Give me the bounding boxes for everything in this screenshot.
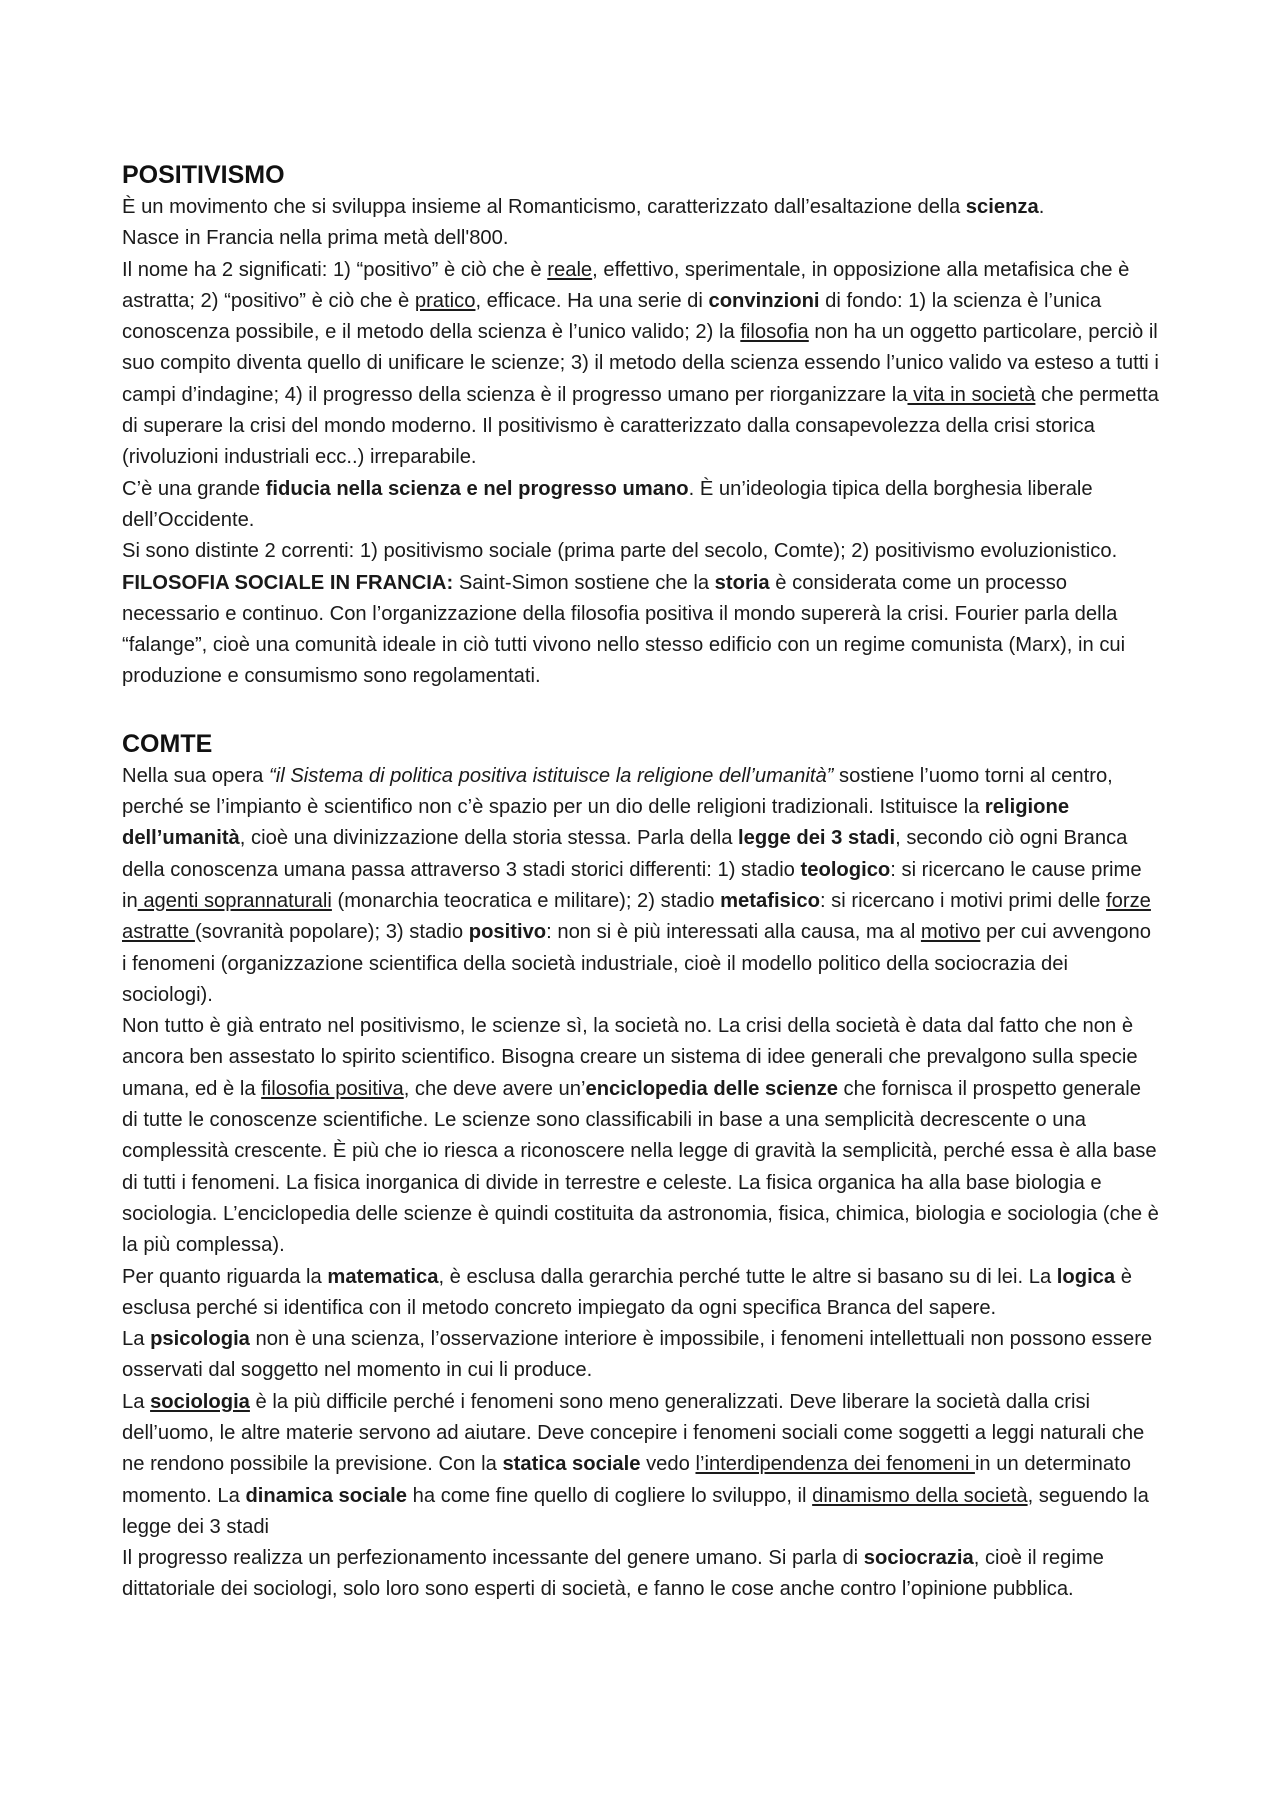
paragraph xyxy=(122,474,1160,537)
text-run: , effettivo, sperimentale, in opposizione alla metafisica che è astratta; 2) “positivo” è ciò che è xyxy=(122,258,1130,312)
text-run: (monarchia teocratica e militare); 2) stadio xyxy=(331,889,721,912)
text-run: che fornisca il prospetto generale di tutte le conoscenze scientifiche. Le scienze sono classificabili in base a una semplicità decrescente o una complessità crescente. È più che io riesca a riconoscere nella legge di gravità la semplicità, perché essa è alla base di tutti i fenomeni. La fisica inorganica di divide in terrestre e celeste. La fisica organica ha alla base biologia e sociologia. L’enciclopedia delle scienze è quindi costituita da astronomia, fisica, chimica, biologia e sociologia (che è la più complessa). xyxy=(122,1077,1159,1257)
text-run: , efficace. Ha una serie di xyxy=(475,289,709,312)
section-title-positivismo: POSITIVISMO xyxy=(122,161,285,189)
text-run: vedo xyxy=(640,1453,696,1476)
text-run: che permetta di superare la crisi del mondo moderno. Il positivismo è caratterizzato dalla consapevolezza della crisi storica (rivoluzioni industriali ecc..) irreparabile. xyxy=(122,383,1159,469)
text-run: sociocrazia xyxy=(863,1547,974,1570)
text-run: non è una scienza, l’osservazione interiore è impossibile, i fenomeni intellettuali non possono essere osservati dal soggetto nel momento in cui li produce. xyxy=(122,1328,1153,1382)
text-run: , seguendo la legge dei 3 stadi xyxy=(122,1484,1149,1538)
paragraph xyxy=(122,192,1160,223)
text-run: è la più difficile perché i fenomeni sono meno generalizzati. Deve liberare la società dalla crisi dell’uomo, le altre materie servono ad aiutare. Deve concepire i fenomeni sociali come soggetti a leggi naturali che ne rendono possibile la previsione. Con la xyxy=(122,1390,1145,1476)
text-run: per cui avvengono i fenomeni (organizzazione scientifica della società industriale, cioè il modello politico della sociocrazia dei sociologi). xyxy=(122,921,1151,1006)
text-run: reale xyxy=(547,258,593,281)
paragraph xyxy=(122,536,1160,567)
text-run: legge dei 3 stadi xyxy=(738,827,896,850)
paragraph xyxy=(122,1543,1160,1606)
paragraph xyxy=(122,255,1160,474)
text-run: : si ricercano i motivi primi delle xyxy=(819,889,1107,912)
section-title-comte: COMTE xyxy=(122,729,213,758)
text-run: ha come fine quello di cogliere lo sviluppo, il xyxy=(407,1484,813,1507)
text-run: teologico xyxy=(800,858,891,881)
paragraph xyxy=(122,223,1160,254)
text-run: . È un’ideologia tipica della borghesia liberale dell’Occidente. xyxy=(122,477,1093,531)
paragraph xyxy=(122,1262,1160,1325)
text-run: . xyxy=(1038,196,1045,218)
text-run: in un determinato momento. La xyxy=(122,1453,1131,1507)
paragraph xyxy=(122,1387,1160,1543)
text-run: filosofia positiva xyxy=(261,1077,404,1100)
text-run: Saint-Simon sostiene che la xyxy=(453,571,715,594)
text-run: religione dell’umanità xyxy=(122,796,1070,850)
text-run: Nasce in Francia nella prima metà dell'800. xyxy=(122,227,509,250)
text-run: sociologia xyxy=(150,1390,250,1413)
text-run: , è esclusa dalla gerarchia perché tutte le altre si basano su di lei. La xyxy=(438,1265,1057,1288)
text-run: positivo xyxy=(468,921,547,944)
text-run: forze astratte xyxy=(122,889,1151,944)
text-run: enciclopedia delle scienze xyxy=(585,1077,838,1100)
paragraph xyxy=(122,568,1160,693)
text-run: La xyxy=(122,1328,151,1351)
text-run: Il progresso realizza un perfezionamento incessante del genere umano. Si parla di xyxy=(122,1547,864,1570)
text-run: (sovranità popolare); 3) stadio xyxy=(194,921,469,944)
text-run: matematica xyxy=(327,1265,439,1288)
text-run: sostiene l’uomo torni al centro, perché se l’impianto è scientifico non c’è spazio per un dio delle religioni tradizionali. Istituisce la xyxy=(122,764,1113,819)
text-run: statica sociale xyxy=(502,1453,641,1476)
text-run: è esclusa perché si identifica con il metodo concreto impiegato da ogni specifica Branca del sapere. xyxy=(122,1265,1132,1319)
text-run: : si ricercano le cause prime in xyxy=(122,858,1142,912)
text-run: filosofia xyxy=(740,321,809,344)
paragraph xyxy=(122,1324,1160,1387)
text-run: dinamica sociale xyxy=(245,1484,408,1507)
text-run: pratico xyxy=(414,289,476,312)
text-run: convinzioni xyxy=(708,289,820,312)
text-run: , cioè una divinizzazione della storia stessa. Parla della xyxy=(239,827,739,850)
paragraph xyxy=(122,761,1160,1011)
text-run: storia xyxy=(714,571,770,594)
text-run: motivo xyxy=(920,921,981,944)
text-run: di fondo: 1) la scienza è l’unica conoscenza possibile, e il metodo della scienza è l’unico valido; 2) la xyxy=(122,289,1102,344)
text-run: metafisico xyxy=(720,889,820,912)
text-run: dinamismo della società xyxy=(812,1484,1028,1507)
section-body-positivismo xyxy=(122,192,1160,693)
text-run: agenti soprannaturali xyxy=(137,889,332,912)
text-run: , che deve avere un’ xyxy=(403,1077,586,1100)
paragraph xyxy=(122,1011,1160,1261)
text-run: : non si è più interessati alla causa, ma al xyxy=(546,921,921,944)
text-run: scienza xyxy=(965,196,1039,218)
text-run: non ha un oggetto particolare, perciò il suo compito diventa quello di unificare le scienze; 3) il metodo della scienza essendo l’unico valido va esteso a tutti i campi d’indagine; 4) il progresso della scienza è il progresso umano per riorganizzare la xyxy=(122,321,1159,406)
text-run: Non tutto è già entrato nel positivismo, le scienze sì, la società no. La crisi della società è data dal fatto che non è ancora ben assestato lo spirito scientifico. Bisogna creare un sistema di idee generali che prevalgono sulla specie umana, ed è la xyxy=(122,1015,1138,1100)
text-run: è considerata come un processo necessario e continuo. Con l’organizzazione della filosofia positiva il mondo supererà la crisi. Fourier parla della “falange”, cioè una comunità ideale in ciò tutti vivono nello stesso edificio con un regime comunista (Marx), in cui produzione e consumismo sono regolamentati. xyxy=(122,571,1126,688)
text-run: È un movimento che si sviluppa insieme al Romanticismo, caratterizzato dall’esaltazione della xyxy=(122,196,966,218)
text-run: FILOSOFIA SOCIALE IN FRANCIA: xyxy=(122,571,454,594)
text-run: l’interdipendenza dei fenomeni xyxy=(695,1453,975,1476)
text-run: fiducia nella scienza e nel progresso umano xyxy=(265,477,689,500)
text-run: Si sono distinte 2 correnti: 1) positivismo sociale (prima parte del secolo, Comte); 2) positivismo evoluzionistico. xyxy=(122,540,1118,563)
section-body-comte xyxy=(122,761,1160,1606)
text-run: C’è una grande xyxy=(122,477,266,500)
text-run: “il Sistema di politica positiva istituisce la religione dell’umanità” xyxy=(269,764,834,787)
text-run: vita in società xyxy=(907,383,1036,406)
text-run: Il nome ha 2 significati: 1) “positivo” è ciò che è xyxy=(122,258,548,281)
text-run: Nella sua opera xyxy=(122,764,270,787)
text-run: Per quanto riguarda la xyxy=(122,1265,328,1288)
text-run: logica xyxy=(1056,1265,1116,1288)
text-run: La xyxy=(122,1390,151,1413)
text-run: psicologia xyxy=(150,1328,250,1351)
text-run: , cioè il regime dittatoriale dei sociologi, solo loro sono esperti di società, e fanno le cose anche contro l’opinione pubblica. xyxy=(122,1547,1104,1601)
text-run: , secondo ciò ogni Branca della conoscenza umana passa attraverso 3 stadi storici differenti: 1) stadio xyxy=(122,827,1128,881)
